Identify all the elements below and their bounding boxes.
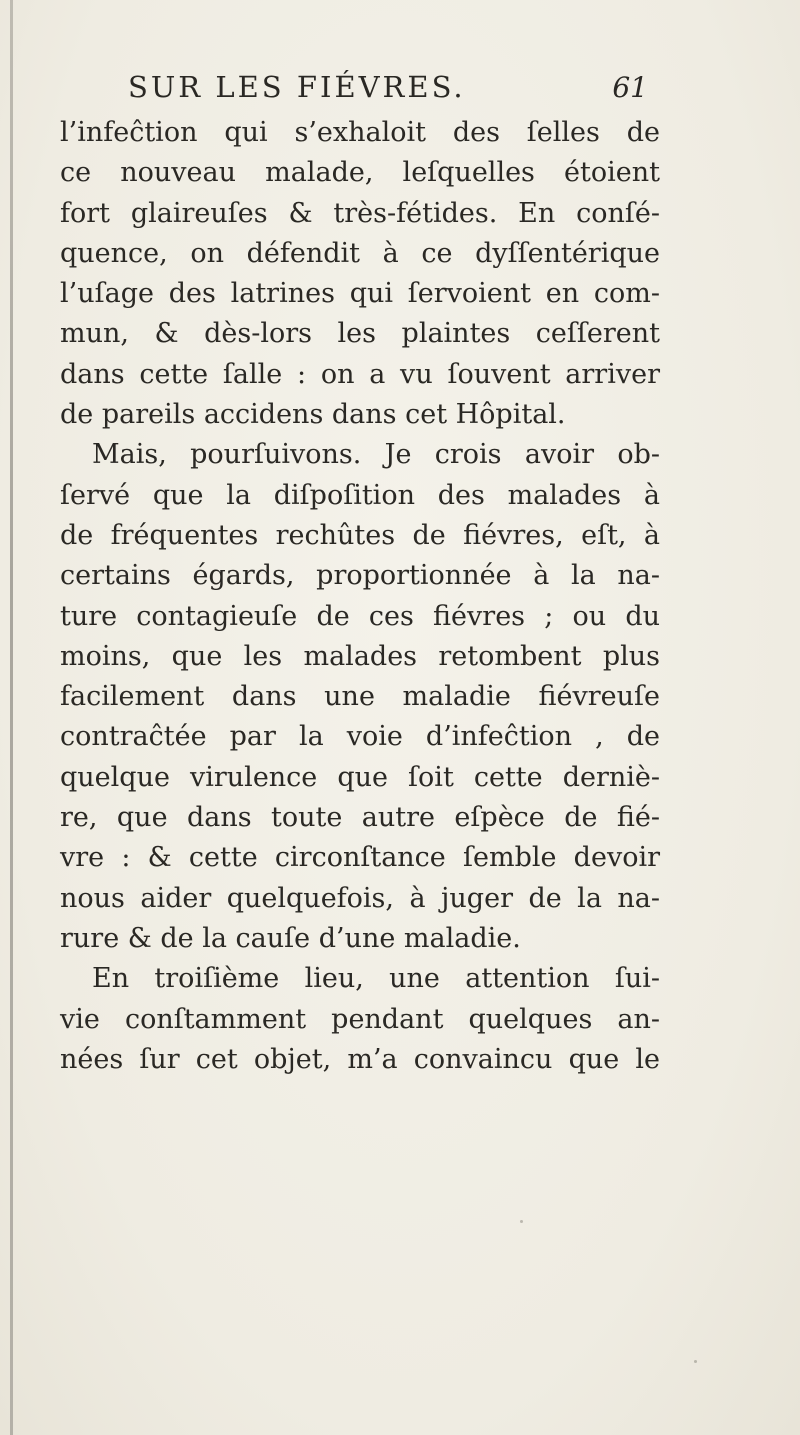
paper-speck — [694, 1360, 697, 1363]
running-title: SUR LES FIÉVRES. — [128, 70, 466, 104]
text-line: moins, que les malades retombent plus — [60, 640, 660, 672]
text-line: ce nouveau malade, leſquelles étoient — [60, 157, 660, 189]
body-text — [60, 113, 660, 1080]
text-line: vie conſtamment pendant quelques an- — [60, 1003, 660, 1035]
text-line: de fréquentes rechûtes de fiévres, eſt, à — [60, 519, 660, 551]
text-line: facilement dans une maladie fiévreuſe — [60, 681, 660, 713]
text-line: fort glaireuſes & très-fétides. En conſé- — [60, 197, 660, 229]
paper-speck — [520, 1220, 523, 1223]
text-line: contraĉtée par la voie d’infeĉtion , de — [60, 721, 660, 753]
text-line: l’uſage des latrines qui ſervoient en com- — [60, 278, 660, 310]
text-line: ſervé que la diſpoſition des malades à — [60, 479, 660, 511]
text-line: quelque virulence que ſoit cette derniè- — [60, 761, 660, 793]
page-number: 61 — [612, 71, 648, 104]
text-line: nous aider quelquefois, à juger de la na- — [60, 882, 660, 914]
text-line: re, que dans toute autre eſpèce de fié- — [60, 802, 660, 834]
text-line: certains égards, proportionnée à la na- — [60, 560, 660, 592]
text-line: ture contagieuſe de ces fiévres ; ou du — [60, 600, 660, 632]
page-header — [128, 70, 648, 114]
binding-edge — [10, 0, 13, 1435]
text-line: nées ſur cet objet, m’a convaincu que le — [60, 1043, 660, 1075]
text-line: Mais, pourſuivons. Je crois avoir ob- — [92, 439, 660, 471]
text-line: mun, & dès-lors les plaintes ceſſerent — [60, 318, 660, 350]
text-line: dans cette ſalle : on a vu ſouvent arriver — [60, 358, 660, 390]
text-line: de pareils accidens dans cet Hôpital. — [60, 399, 566, 431]
text-line: quence, on défendit à ce dyſſentérique — [60, 237, 660, 269]
paper-speck — [640, 855, 643, 858]
text-line: rure & de la cauſe d’une maladie. — [60, 922, 521, 954]
text-line: vre : & cette circonſtance ſemble devoir — [60, 842, 660, 874]
text-line: l’infeĉtion qui s’exhaloit des ſelles de — [60, 117, 660, 148]
text-line: En troiſième lieu, une attention ſui- — [92, 963, 660, 995]
